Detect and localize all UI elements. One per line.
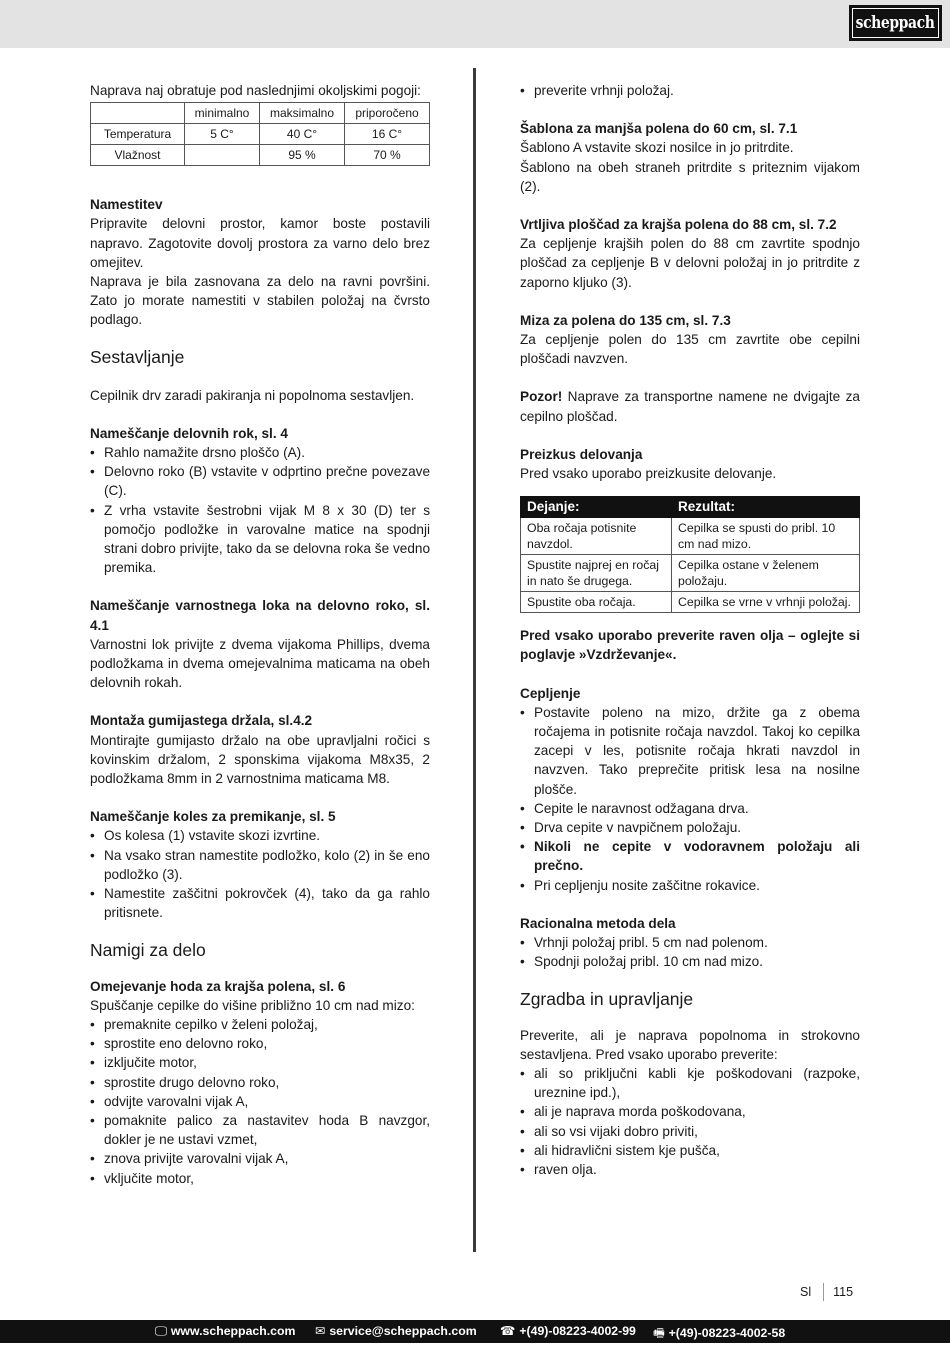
bullet-list: [90, 1015, 430, 1188]
paragraph: Montirajte gumijasto držalo na obe upravljalni ročici s kovinskim držalom, 2 sponskima vijakoma M8x35, 2 podložkama 8mm in 2 varnostnima maticama M8.: [90, 732, 430, 787]
result-row: [521, 592, 860, 613]
language-code: Sl: [800, 1285, 812, 1299]
list-item: • Vrhnji položaj pribl. 5 cm nad polenom.: [520, 935, 768, 951]
env-cell: 95 %: [260, 145, 345, 166]
result-header-cell: Rezultat:: [672, 497, 860, 518]
section-heading: Miza za polena do 135 cm, sl. 7.3: [520, 312, 731, 328]
chapter-heading: Zgradba in upravljanje: [520, 988, 694, 1009]
env-cell: Vlažnost: [91, 145, 185, 166]
list-item: • ali hidravlični sistem kje pušča,: [520, 1142, 720, 1158]
env-row: [91, 145, 430, 166]
bullet-list: [90, 443, 430, 577]
env-header-cell: maksimalno: [260, 103, 345, 124]
paragraph: Spuščanje cepilke do višine približno 10 cm nad mizo:: [90, 997, 415, 1013]
section-heading: Nameščanje delovnih rok, sl. 4: [90, 425, 288, 441]
oil-check-note: Pred vsako uporabo preverite raven olja – oglejte si poglavje »Vzdrževanje«.: [520, 628, 860, 663]
result-cell: Cepilka se spusti do pribl. 10 cm nad mizo.: [672, 518, 860, 555]
section-heading: Racionalna metoda dela: [520, 915, 676, 931]
paragraph: Za cepljenje krajših polen do 88 cm zavrtite spodnjo ploščad za cepljenje B v delovni položaj in jo pritrdite z zaporno kljuko (3).: [520, 236, 860, 290]
list-item: • ali so priključni kabli kje poškodovani (razpoke, ureznine ipd.),: [520, 1065, 860, 1101]
warning-paragraph: [520, 387, 860, 425]
section-heading: Nameščanje koles za premikanje, sl. 5: [90, 809, 336, 825]
paragraph: Pred vsako uporabo preizkusite delovanje.: [520, 466, 777, 482]
page-footer-number: [800, 1283, 853, 1301]
section-heading: Preizkus delovanja: [520, 446, 643, 462]
list-item: • raven olja.: [520, 1161, 597, 1177]
env-header-cell: priporočeno: [345, 103, 430, 124]
list-item: • sprostite drugo delovno roko,: [90, 1074, 280, 1090]
bullet-list: [520, 1064, 860, 1179]
result-header-cell: Dejanje:: [521, 497, 672, 518]
env-cell: 16 C°: [345, 124, 430, 145]
list-item: • Z vrha vstavite šestrobni vijak M 8 x 30 (D) ter s pomočjo podložke in varovalne matice na spodnji strani dobro privijte, tako da se delovna roka še vedno premika.: [90, 502, 430, 576]
list-item: • Os kolesa (1) vstavite skozi izvrtine.: [90, 828, 321, 844]
footer-phone[interactable]: ☎ +(49)-08223-4002-99: [500, 1324, 636, 1338]
chapter-heading: Namigi za delo: [90, 939, 206, 960]
footer-web[interactable]: 🖵 www.scheppach.com: [155, 1324, 296, 1338]
bullet-list: [520, 81, 860, 100]
env-cell: 5 C°: [185, 124, 260, 145]
result-row: [521, 555, 860, 592]
section-heading: Nameščanje varnostnega loka na delovno roko, sl. 4.1: [90, 598, 430, 633]
result-row: [521, 518, 860, 555]
envelope-icon: ✉: [315, 1324, 326, 1338]
brand-logo: [849, 5, 942, 41]
env-header-row: [91, 103, 430, 124]
monitor-icon: 🖵: [155, 1324, 167, 1338]
result-cell: Oba ročaja potisnite navzdol.: [521, 518, 672, 555]
list-item: • Na vsako stran namestite podložko, kolo (2) in še eno podložko (3).: [90, 847, 430, 882]
list-item: • odvijte varovalni vijak A,: [90, 1093, 249, 1109]
env-cell: 70 %: [345, 145, 430, 166]
warning-text: Naprave za transportne namene ne dvigajte za cepilno ploščad.: [520, 389, 860, 424]
contact-footer: [0, 1320, 950, 1343]
list-item: • preverite vrhnji položaj.: [520, 83, 674, 98]
left-column: [90, 81, 430, 1188]
phone-icon: ☎: [500, 1324, 516, 1338]
list-item: • vključite motor,: [90, 1170, 194, 1186]
section-heading: Vrtljiva ploščad za krajša polena do 88 cm, sl. 7.2: [520, 217, 837, 233]
paragraph: Za cepljenje polen do 135 cm zavrtite obe cepilni ploščadi navzven.: [520, 332, 860, 367]
paragraph: Naprava je bila zasnovana za delo na ravni površini. Zato jo morate namestiti v stabilen položaj na čvrsto podlago.: [90, 274, 430, 328]
env-cell: 40 C°: [260, 124, 345, 145]
paragraph: Preverite, ali je naprava popolnoma in strokovno sestavljena. Pred vsako uporabo preverite:: [520, 1027, 860, 1062]
footer-fax: 🖷 +(49)-08223-4002-58: [653, 1326, 786, 1340]
brand-name: scheppach: [856, 13, 935, 33]
section-heading: Šablona za manjša polena do 60 cm, sl. 7.1: [520, 121, 798, 137]
list-item: • ali je naprava morda poškodovana,: [520, 1104, 746, 1120]
list-item: • ali so vsi vijaki dobro priviti,: [520, 1123, 698, 1139]
env-row: [91, 124, 430, 145]
result-cell: Cepilka se vrne v vrhnji položaj.: [672, 592, 860, 613]
paragraph: Šablono A vstavite skozi nosilce in jo pritrdite.: [520, 140, 794, 156]
list-item: • Pri cepljenju nosite zaščitne rokavice.: [520, 877, 760, 893]
result-cell: Cepilka ostane v želenem položaju.: [672, 555, 860, 592]
result-header-row: [521, 497, 860, 518]
list-item: • pomaknite palico za nastavitev hoda B navzgor, dokler je ne ustavi vzmet,: [90, 1112, 430, 1148]
function-test-table: [520, 496, 860, 613]
page-number: 115: [833, 1285, 854, 1299]
section-heading: Cepljenje: [520, 685, 581, 701]
section-heading: Omejevanje hoda za krajša polena, sl. 6: [90, 978, 346, 994]
chapter-heading: Sestavljanje: [90, 346, 185, 367]
env-cell: [185, 145, 260, 166]
list-item: • Nikoli ne cepite v vodoravnem položaju ali prečno.: [520, 839, 860, 874]
bullet-list: [520, 703, 860, 895]
list-item: • Drva cepite v navpičnem položaju.: [520, 820, 742, 836]
result-cell: Spustite oba ročaja.: [521, 592, 672, 613]
footer-email[interactable]: ✉ service@scheppach.com: [315, 1324, 477, 1338]
list-item: • znova privijte varovalni vijak A,: [90, 1151, 289, 1167]
env-cell: Temperatura: [91, 124, 185, 145]
env-header-cell: minimalno: [185, 103, 260, 124]
column-divider: [473, 68, 476, 1252]
env-intro: Naprava naj obratuje pod naslednjimi okoljskimi pogoji:: [90, 83, 421, 98]
right-column: [520, 81, 860, 1179]
list-item: • Postavite poleno na mizo, držite ga z obema ročajema in potisnite ročaja navzdol. Takoj ko cepilka zacepi v les, potisnite ročaja hkrati navzdol in navzven. Tako preprečite pritisk lesa na nosilne plošče.: [520, 704, 860, 797]
list-item: • Namestite zaščitni pokrovček (4), tako da ga rahlo pritisnete.: [90, 886, 430, 921]
list-item: • Cepite le naravnost odžagana drva.: [520, 800, 749, 816]
page-number-separator: [823, 1283, 824, 1301]
top-bar: [0, 0, 950, 48]
bullet-list: [520, 933, 860, 971]
paragraph: Šablono na obeh straneh pritrdite s priteznim vijakom (2).: [520, 159, 860, 194]
list-item: • Delovno roko (B) vstavite v odprtino prečne povezave (C).: [90, 464, 430, 499]
list-item: • Rahlo namažite drsno ploščo (A).: [90, 445, 305, 461]
list-item: • sprostite eno delovno roko,: [90, 1036, 268, 1052]
section-heading: Namestitev: [90, 197, 163, 213]
list-item: • izključite motor,: [90, 1055, 197, 1071]
warning-label: Pozor!: [520, 389, 563, 405]
environment-table: [90, 102, 430, 166]
env-header-cell: [91, 103, 185, 124]
list-item: • Spodnji položaj pribl. 10 cm nad mizo.: [520, 954, 763, 970]
paragraph: Varnostni lok privijte z dvema vijakoma Phillips, dvema podložkama in dvema omejevalnima maticama na obeh delovnih rokah.: [90, 636, 430, 691]
bullet-list: [90, 826, 430, 922]
result-cell: Spustite najprej en ročaj in nato še drugega.: [521, 555, 672, 592]
paragraph: Cepilnik drv zaradi pakiranja ni popolnoma sestavljen.: [90, 387, 415, 403]
section-heading: Montaža gumijastega držala, sl.4.2: [90, 713, 313, 729]
fax-icon: 🖷: [653, 1326, 665, 1340]
list-item: • premaknite cepilko v želeni položaj,: [90, 1016, 318, 1032]
paragraph: Pripravite delovni prostor, kamor boste postavili napravo. Zagotovite dovolj prostora za varno delo brez omejitev.: [90, 216, 430, 270]
